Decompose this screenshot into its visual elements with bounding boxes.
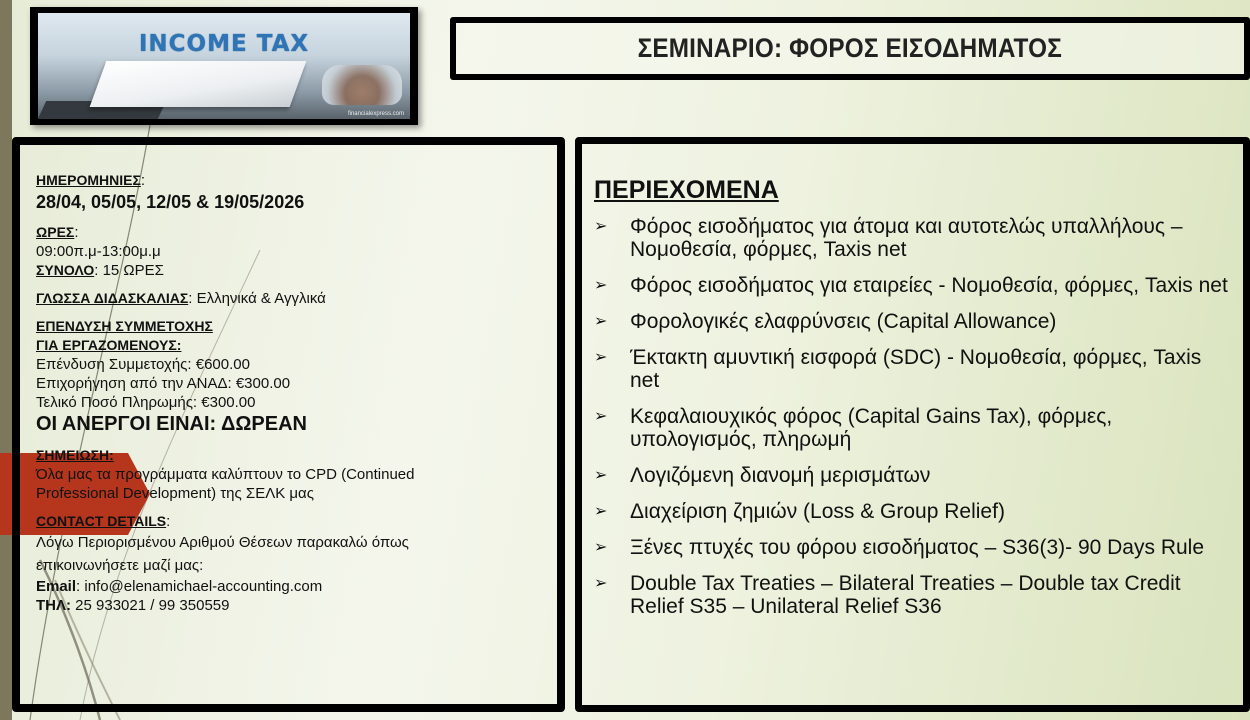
language-section: ΓΛΩΣΣΑ ΔΙΔΑΣΚΑΛΙΑΣ: Ελληνικά & Αγγλικά [36, 290, 326, 307]
arrow-bullet-icon: ➢ [594, 349, 608, 366]
banner-photo [38, 13, 410, 119]
phone-label: ΤΗΛ: [36, 597, 71, 614]
open-book-graphic [90, 61, 307, 107]
contact-label: CONTACT DETAILS [36, 513, 167, 529]
total-label: ΣΥΝΟΛΟ [36, 262, 95, 278]
contents-panel [575, 137, 1250, 712]
investment-label-2: ΓΙΑ ΕΡΓΑΖΟΜΕΝΟΥΣ: [36, 337, 182, 353]
arrow-bullet-icon: ➢ [594, 539, 608, 556]
arrow-bullet-icon: ➢ [594, 575, 608, 592]
contents-list [594, 215, 1243, 618]
note-section [36, 446, 557, 503]
arrow-bullet-icon: ➢ [594, 277, 608, 294]
list-item: ➢ Φορολογικές ελαφρύνσεις (Capital Allowance) [594, 310, 1057, 333]
seminar-title-box [450, 17, 1250, 80]
arrow-bullet-icon: ➢ [594, 503, 608, 520]
dates-value: 28/04, 05/05, 12/05 & 19/05/2026 [36, 192, 305, 212]
list-item: ➢ Φόρος εισοδήματος για εταιρείες - Νομοθεσία, φόρμες, Taxis net [594, 274, 1228, 297]
phone-value: 25 933021 / 99 350559 [75, 597, 230, 614]
fee-line: Επένδυση Συμμετοχής: €600.00 [36, 356, 250, 373]
hours-section: ΩΡΕΣ: 09:00π.μ-13:00μ.μ ΣΥΝΟΛΟ: 15 ΩΡΕΣ [36, 223, 557, 280]
page-title: ΣΕΜΙΝΑΡΙΟ: ΦΟΡΟΣ ΕΙΣΟΔΗΜΑΤΟΣ [637, 33, 1063, 63]
note-label: ΣΗΜΕΙΩΣΗ: [36, 447, 114, 463]
info-panel [12, 137, 565, 712]
total-value: 15 ΩΡΕΣ [102, 262, 164, 279]
note-line-1: Όλα μας τα προγράμματα καλύπτουν το CPD (Continued [36, 466, 415, 483]
dates-label: ΗΜΕΡΟΜΗΝΙΕΣ [36, 172, 141, 188]
list-item: ➢ Ξένες πτυχές του φόρου εισοδήματος – S36(3)- 90 Days Rule [594, 536, 1205, 559]
list-item: ➢ Διαχείριση ζημιών (Loss & Group Relief) [594, 500, 1005, 523]
language-value: Ελληνικά & Αγγλικά [196, 290, 326, 307]
arrow-bullet-icon: ➢ [594, 467, 608, 484]
hours-value: 09:00π.μ-13:00μ.μ [36, 243, 161, 260]
email-label: Email [36, 578, 77, 595]
contents-title: ΠΕΡΙΕΧΟΜΕΝΑ [594, 176, 779, 204]
contact-section: CONTACT DETAILS: Λόγω Περιορισμένου Αριθμού Θέσεων παρακαλώ όπως επικοινωνήσετε μαζί μας: Email: info@elenamichael-accounting.com ΤΗΛ: 25 933021 / 99 350559 [36, 512, 557, 615]
list-item: ➢ Double Tax Treaties – Bilateral Treaties – Double tax Credit Relief S35 – Unilateral Relief S36 [594, 572, 1181, 618]
left-decorative-strip [0, 0, 12, 720]
income-tax-banner-image [30, 7, 418, 125]
note-line-2: Professional Development) της ΣΕΛΚ μας [36, 485, 314, 502]
investment-section [36, 317, 557, 412]
arrow-bullet-icon: ➢ [594, 218, 608, 235]
investment-label-1: ΕΠΕΝΔΥΣΗ ΣΥΜΜΕΤΟΧΗΣ [36, 318, 213, 334]
grant-line: Επιχορήγηση από την ΑΝΑΔ: €300.00 [36, 375, 291, 392]
banner-title: INCOME TAX [138, 31, 310, 57]
list-item: ➢ Κεφαλαιουχικός φόρος (Capital Gains Tax), φόρμες, υπολογισμός, πληρωμή [594, 405, 1113, 451]
contact-line-2: επικοινωνήσετε μαζί μας: [36, 557, 204, 574]
arrow-bullet-icon: ➢ [594, 408, 608, 425]
list-item: ➢ Έκτακτη αμυντική εισφορά (SDC) - Νομοθεσία, φόρμες, Taxis net [594, 346, 1202, 392]
contact-line-1: Λόγω Περιορισμένου Αριθμού Θέσεων παρακαλώ όπως [36, 534, 409, 551]
list-item: ➢ Φόρος εισοδήματος για άτομα και αυτοτελώς υπαλλήλους – Νομοθεσία, φόρμες, Taxis net [594, 215, 1183, 261]
coin-jar-graphic [322, 65, 402, 105]
arrow-bullet-icon: ➢ [594, 313, 608, 330]
dates-section: ΗΜΕΡΟΜΗΝΙΕΣ: 28/04, 05/05, 12/05 & 19/05/2026 [36, 171, 557, 214]
unemployed-free-notice: ΟΙ ΑΝΕΡΓΟΙ ΕΙΝΑΙ: ΔΩΡΕΑΝ [36, 413, 307, 435]
hours-label: ΩΡΕΣ [36, 224, 75, 240]
language-label: ΓΛΩΣΣΑ ΔΙΔΑΣΚΑΛΙΑΣ [36, 290, 189, 306]
list-item: ➢ Λογιζόμενη διανομή μερισμάτων [594, 464, 931, 487]
banner-watermark: financialexpress.com [347, 111, 404, 117]
email-link[interactable]: info@elenamichael-accounting.com [84, 578, 323, 595]
final-amount-line: Τελικό Ποσό Πληρωμής: €300.00 [36, 394, 256, 411]
